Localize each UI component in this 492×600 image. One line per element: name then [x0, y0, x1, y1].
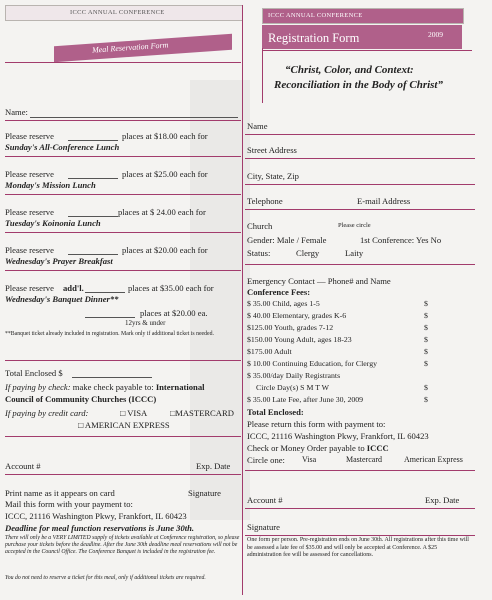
card-visa-option[interactable]: □ VISA: [120, 408, 148, 418]
banquet-reserve: Please reserve: [5, 283, 54, 293]
reg-telephone-label: Telephone: [247, 196, 283, 206]
meal-account-label: Account #: [5, 461, 41, 471]
meal-exp-label: Exp. Date: [196, 461, 231, 471]
meal-1-name: Sunday's All-Conference Lunch: [5, 142, 120, 152]
meal-signature-label: Signature: [188, 488, 221, 498]
fee-dollar: $: [424, 359, 428, 368]
fee-dollar: $: [424, 335, 428, 344]
reg-address: ICCC, 21116 Washington Pkwy, Frankfort, IL 60423: [247, 431, 429, 441]
meal-4-reserve: Please reserve: [5, 245, 54, 255]
reg-circle-one: Circle one:: [247, 455, 285, 465]
reg-street-label: Street Address: [247, 145, 297, 155]
reg-emergency-label: Emergency Contact — Phone# and Name: [247, 276, 391, 286]
meal-account-input[interactable]: [5, 474, 241, 475]
meal-deadline: Deadline for meal function reservations is June 30th.: [5, 523, 195, 533]
left-tab-label: ICCC ANNUAL CONFERENCE: [70, 9, 165, 16]
reg-church-label: Church: [247, 221, 273, 231]
meal-address: ICCC, 21116 Washington Pkwy, Frankfort, IL 60423: [5, 511, 187, 521]
pay-credit-line: If paying by credit card:: [5, 408, 89, 418]
reg-status-laity[interactable]: Laity: [345, 248, 364, 258]
reg-phone-input[interactable]: [245, 209, 475, 210]
fee-row: $175.00 Adult: [247, 347, 292, 356]
fee-row: $ 35.00/day Daily Registrants: [247, 371, 341, 380]
reg-return-line: Please return this form with payment to:: [247, 419, 386, 429]
meal-1-price: places at $18.00 each for: [122, 131, 208, 141]
please-circle-note: Please circle: [338, 222, 371, 229]
reg-first-conference-option[interactable]: 1st Conference: Yes No: [360, 235, 442, 245]
fee-row: $ 35.00 Child, ages 1-5: [247, 299, 320, 308]
reg-account-label: Account #: [247, 495, 283, 505]
banquet-note: **Banquet ticket already included in registration. Mark only if additional ticket is needed.: [5, 331, 214, 337]
circle-days-option[interactable]: Circle Day(s) S M T W: [256, 383, 329, 392]
meal-total-label: Total Enclosed $: [5, 368, 63, 378]
fee-dollar: $: [424, 347, 428, 356]
meal-3-qty[interactable]: [68, 216, 118, 217]
fee-row: $ 35.00 Late Fee, after June 30, 2009: [247, 395, 364, 404]
fee-row: $ 40.00 Elementary, grades K-6: [247, 311, 347, 320]
reg-visa-option[interactable]: Visa: [302, 455, 317, 464]
banquet-name: Wednesday's Banquet Dinner**: [5, 294, 119, 304]
right-banner-title: Registration Form: [268, 31, 360, 45]
fee-dollar: $: [424, 395, 428, 404]
meal-2-qty[interactable]: [68, 178, 118, 179]
meal-name-input[interactable]: [30, 117, 238, 118]
fee-dollar: $: [424, 323, 428, 332]
banquet-child-qty[interactable]: [85, 317, 135, 318]
banquet-qty[interactable]: [85, 292, 125, 293]
reg-email-label: E-mail Address: [357, 196, 411, 206]
meal-4-price: places at $20.00 each for: [122, 245, 208, 255]
pay-check-line: If paying by check: make check payable to: International: [5, 382, 205, 392]
card-mastercard-option[interactable]: □MASTERCARD: [170, 408, 234, 418]
fee-dollar: $: [424, 311, 428, 320]
form-divider: [242, 5, 243, 595]
banquet-price: places at $35.00 each for: [128, 283, 214, 293]
reg-total-label: Total Enclosed:: [247, 407, 304, 417]
banquet-child-price: places at $20.00 ea.: [140, 308, 208, 318]
reg-amex-option[interactable]: American Express: [404, 455, 463, 464]
reg-status-clergy[interactable]: Clergy: [296, 248, 320, 258]
meal-total-input[interactable]: [72, 377, 152, 378]
fee-row: $ 10.00 Continuing Education, for Clergy: [247, 359, 378, 368]
print-name-label: Print name as it appears on card: [5, 488, 115, 498]
reg-gender-option[interactable]: Gender: Male / Female: [247, 235, 327, 245]
reg-city-label: City, State, Zip: [247, 171, 299, 181]
theme-line-2: Reconciliation in the Body of Christ”: [274, 79, 443, 91]
meal-1-qty[interactable]: [68, 140, 118, 141]
right-tab-label: ICCC ANNUAL CONFERENCE: [268, 12, 363, 19]
reg-check-line: Check or Money Order payable to ICCC: [247, 443, 389, 453]
fees-title: Conference Fees:: [247, 287, 311, 297]
fee-dollar: $: [424, 383, 428, 392]
mail-line: Mail this form with your payment to:: [5, 499, 133, 509]
fee-row: $125.00 Youth, grades 7-12: [247, 323, 334, 332]
card-amex-option[interactable]: □ AMERICAN EXPRESS: [78, 420, 170, 430]
meal-fine-print-2: You do not need to reserve a ticket for this meal, only if additional tickets are required.: [5, 575, 206, 581]
payee-name: Council of Community Churches (ICCC): [5, 394, 157, 404]
reg-account-input[interactable]: [245, 508, 475, 509]
banquet-addl: add'l.: [63, 283, 84, 293]
reg-name-label: Name: [247, 121, 268, 131]
fee-dollar: $: [424, 299, 428, 308]
reg-name-input[interactable]: [245, 134, 475, 135]
reg-signature-label: Signature: [247, 522, 280, 532]
meal-2-name: Monday's Mission Lunch: [5, 180, 96, 190]
meal-2-price: places at $25.00 each for: [122, 169, 208, 179]
right-banner-year: 2009: [428, 30, 443, 39]
reg-signature-input[interactable]: [245, 535, 475, 536]
reg-city-input[interactable]: [245, 184, 475, 185]
meal-fine-print: There will only be a VERY LIMITED supply of tickets available at Conference registration, so please purchase your tickets before the deadline. After the June 30th deadline meal reservations will not be accepted in the Council Office. The Conference Banquet is included in the registration fee.: [5, 535, 240, 556]
meal-2-reserve: Please reserve: [5, 169, 54, 179]
reg-exp-label: Exp. Date: [425, 495, 460, 505]
theme-line-1: “Christ, Color, and Context:: [285, 64, 414, 76]
meal-name-label: Name:: [5, 107, 28, 117]
meal-3-name: Tuesday's Koinonia Lunch: [5, 218, 101, 228]
reg-status-label: Status:: [247, 248, 271, 258]
fee-row: $150.00 Young Adult, ages 18-23: [247, 335, 352, 344]
meal-4-qty[interactable]: [68, 254, 118, 255]
left-banner-title: Meal Reservation Form: [91, 40, 169, 55]
banquet-child-note: 12yrs & under: [125, 319, 166, 327]
reg-street-input[interactable]: [245, 158, 475, 159]
background-watermark: [190, 80, 250, 520]
meal-3-price: places at $ 24.00 each for: [118, 207, 206, 217]
meal-3-reserve: Please reserve: [5, 207, 54, 217]
meal-1-reserve: Please reserve: [5, 131, 54, 141]
meal-4-name: Wednesday's Prayer Breakfast: [5, 256, 113, 266]
reg-mastercard-option[interactable]: Mastercard: [346, 455, 382, 464]
right-vertical-accent: [262, 48, 263, 103]
reg-footer-note: One form per person. Pre-registration ends on June 30th. All registrations after this time will be assessed a late fee of $35.00 and will only be accepted at Conference. A $25 administration fee will be assessed for cancellations.: [247, 537, 469, 559]
